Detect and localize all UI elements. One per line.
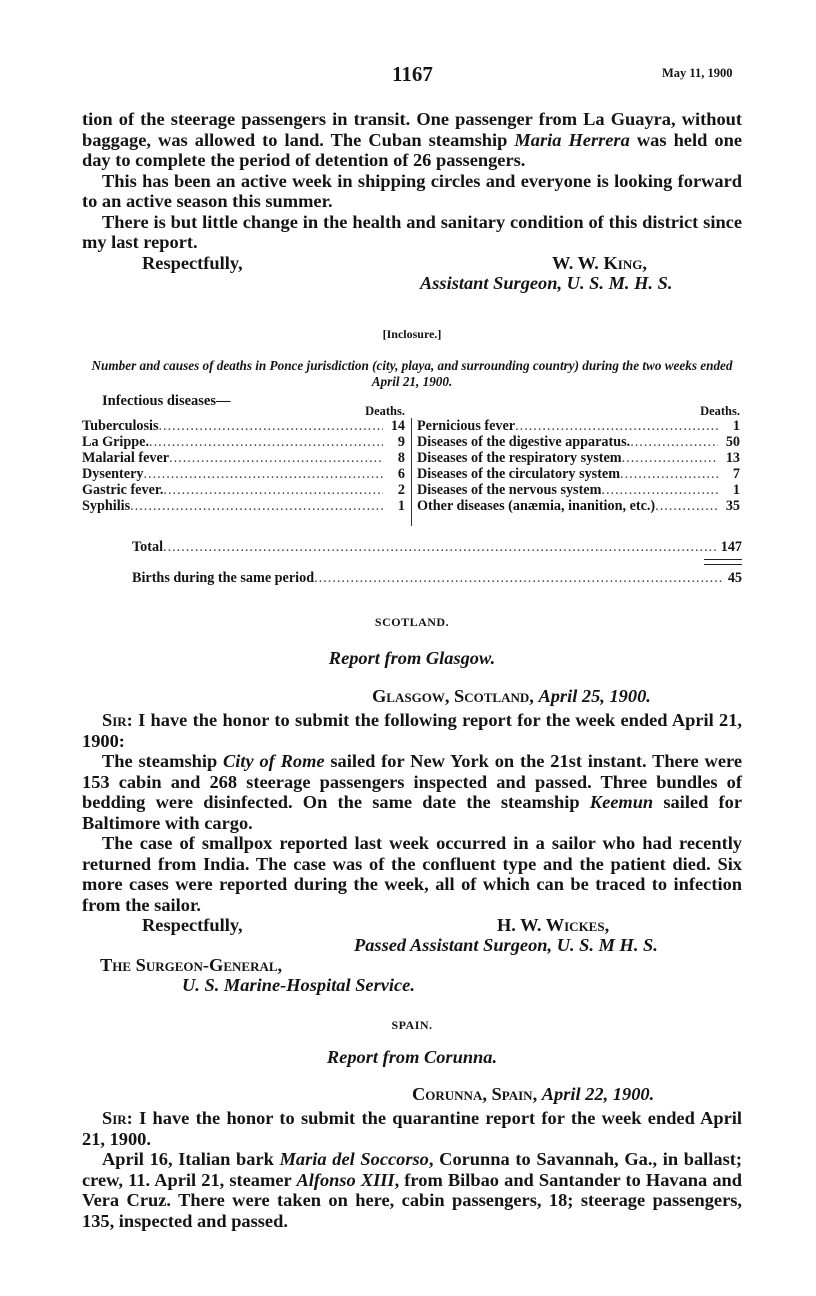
paragraph: Sir: I have the honor to submit the following report for the week ended April 21, 1900: (82, 710, 742, 751)
signatory-title: Assistant Surgeon, U. S. M. H. S. (420, 272, 673, 293)
signatory-name: W. W. King, (552, 252, 647, 273)
table-row: Diseases of the nervous system ..... 1 (417, 482, 740, 498)
table-row: Other diseases (anæmia, inanition, etc.) ..... 35 (417, 498, 740, 514)
total-value: 147 (720, 539, 742, 555)
total-label: Total (132, 539, 164, 555)
issue-date: May 11, 1900 (662, 66, 733, 80)
births-value: 45 (727, 570, 742, 586)
table-row: Diseases of the digestive apparatus. ..... 50 (417, 434, 740, 450)
section-heading-spain: SPAIN. (391, 1018, 433, 1032)
deaths-header: Deaths. (700, 404, 740, 418)
table-row: Gastric fever. ..... 2 (82, 482, 405, 498)
table-row: La Grippe. ..... 9 (82, 434, 405, 450)
salutation: Sir: (102, 710, 133, 730)
signatory-name: H. W. Wickes, (497, 915, 610, 935)
paragraph: tion of the steerage passengers in transit. One passenger from La Guayra, without baggage, was allowed to land. The Cuban steamship Maria Herrera was held one day to complete the period of detention of 26 passengers. (82, 109, 742, 170)
addressee: The Surgeon-General, (100, 955, 283, 975)
paragraph: The case of smallpox reported last week occurred in a sailor who had recently returned from India. The case was of the confluent type and the patient died. Six more cases were reported during the week, all of which can be traced to infection from the sailor. (82, 833, 742, 915)
table-row: Dysentery ..... 6 (82, 466, 405, 482)
signature-line (82, 915, 742, 935)
paragraph: This has been an active week in shipping circles and everyone is looking forward to an active season this summer. (82, 170, 742, 211)
signatory-title-line (82, 273, 742, 293)
ship-name: Maria del Soccorso (279, 1149, 429, 1169)
table-row: Diseases of the circulatory system ..... 7 (417, 466, 740, 482)
addressee-line (82, 955, 742, 975)
table-row: Pernicious fever ..... 1 (417, 418, 740, 434)
salutation: Sir: (102, 1108, 133, 1128)
paragraph: There is but little change in the health and sanitary condition of this district since my last report. (82, 211, 742, 252)
paragraph: April 16, Italian bark Maria del Soccorso, Corunna to Savannah, Ga., in ballast; crew, 11. April 21, steamer Alfonso XIII, from Bilbao and Santander to Havana and Vera Cruz. There were taken on here, cabin passengers, 18; steerage passengers, 135, inspected and passed. (82, 1149, 742, 1231)
deaths-column-left (82, 404, 405, 514)
table-row: Malarial fever ..... 8 (82, 450, 405, 466)
dateline-glasgow: Glasgow, Scotland, April 25, 1900. (372, 686, 651, 706)
deaths-header: Deaths. (365, 404, 405, 418)
section-heading-scotland: SCOTLAND. (374, 615, 450, 629)
addressee-service: U. S. Marine-Hospital Service. (182, 975, 415, 995)
glasgow-report-body (82, 710, 742, 995)
double-rule (704, 559, 742, 565)
ship-name: Alfonso XIII (296, 1169, 395, 1190)
corunna-report-body (82, 1108, 742, 1231)
ship-name: Maria Herrera (514, 129, 630, 150)
table-row: Diseases of the respiratory system ..... 13 (417, 450, 740, 466)
signatory-title: Passed Assistant Surgeon, U. S. M H. S. (354, 935, 658, 955)
births-label: Births during the same period (132, 570, 315, 586)
inclosure-label: [Inclosure.] (382, 327, 442, 341)
total-row (132, 539, 742, 556)
column-divider (411, 418, 412, 526)
table-row: Syphilis ..... 1 (82, 498, 405, 514)
closing: Respectfully, (142, 915, 243, 935)
signatory-title-line (82, 935, 742, 955)
report-title-corunna: Report from Corunna. (326, 1047, 498, 1067)
right-rows (417, 418, 740, 514)
ponce-report-conclusion (82, 109, 742, 293)
ship-name: Keemun (589, 792, 654, 812)
report-title-glasgow: Report from Glasgow. (328, 648, 496, 668)
paragraph: The steamship City of Rome sailed for New York on the 21st instant. There were 153 cabin and 268 steerage passengers inspected and passed. Three bundles of bedding were disinfected. On the same date the steamship Keemun sailed for Baltimore with cargo. (82, 751, 742, 833)
closing: Respectfully, (142, 252, 243, 273)
infectious-diseases-label: Infectious diseases— (102, 393, 231, 409)
signature-line (82, 253, 742, 273)
paragraph: Sir: I have the honor to submit the quarantine report for the week ended April 21, 1900. (82, 1108, 742, 1149)
dateline-corunna: Corunna, Spain, April 22, 1900. (412, 1084, 655, 1104)
births-row (132, 570, 742, 587)
table-caption: Number and causes of deaths in Ponce jurisdiction (city, playa, and surrounding country) during the two weeks ended April 21, 1900. (91, 358, 733, 389)
table-row: Tuberculosis ..... 14 (82, 418, 405, 434)
left-rows (82, 418, 405, 514)
page-number: 1167 (392, 62, 433, 86)
ship-name: City of Rome (223, 751, 325, 771)
deaths-column-right (417, 404, 740, 514)
addressee-line (82, 975, 742, 995)
